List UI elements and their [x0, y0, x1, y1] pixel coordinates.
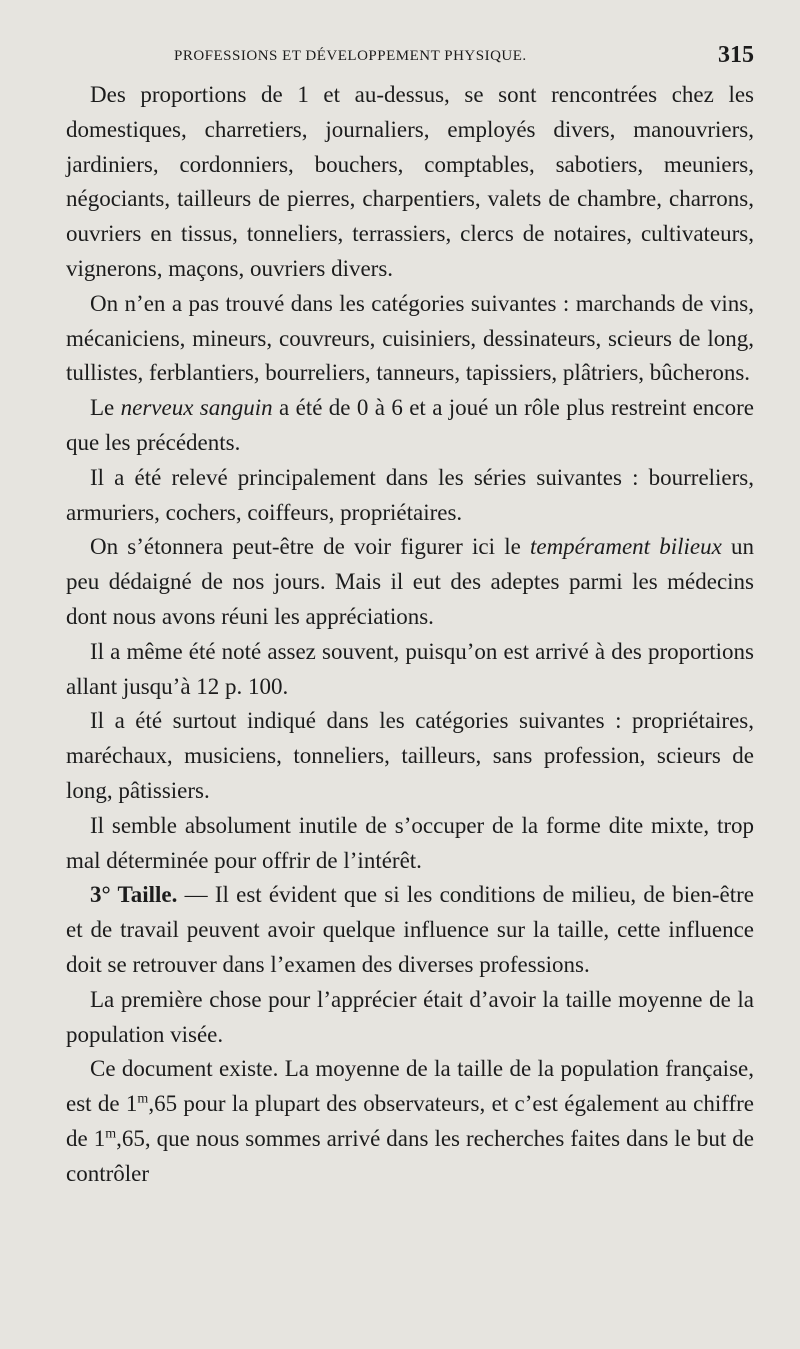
paragraph-9: [66, 878, 754, 982]
body-text: [66, 78, 754, 1192]
unit-superscript-1: m: [137, 1091, 149, 1107]
paragraph-9-text: — Il est évident que si les conditions de milieu, de bien-être et de travail peuvent avoir quelque influence sur la taille, cette influence doit se retrouver dans l’examen des diverses professions.: [66, 882, 754, 977]
paragraph-5-italic: tempérament bilieux: [529, 534, 722, 560]
paragraph-11-c: ,65, que nous sommes arrivé dans les recherches faites dans le but de contrôler: [66, 1125, 754, 1186]
running-head: PROFESSIONS ET DÉVELOPPEMENT PHYSIQUE.: [174, 48, 527, 64]
paragraph-3-after: a été de 0 à 6 et a joué un rôle plus restreint encore que les précédents.: [66, 395, 754, 455]
paragraph-5: [66, 530, 754, 634]
paragraph-3-italic: nerveux sanguin: [120, 395, 273, 421]
paragraph-6: Il a même été noté assez souvent, puisqu’on est arrivé à des proportions allant jusqu’à 12 p. 100.: [66, 638, 754, 699]
paragraph-4: Il a été relevé principalement dans les séries suivantes : bourreliers, armuriers, cochers, coiffeurs, propriétaires.: [66, 464, 754, 525]
paragraph-1: Des proportions de 1 et au-dessus, se sont rencontrées chez les domestiques, charretiers, journaliers, employés divers, manouvriers, jardiniers, cordonniers, bouchers, comptables, sabotiers, meuniers, négociants, tailleurs de pierres, charpentiers, valets de chambre, charrons, ouvriers en tissus, tonneliers, terrassiers, clercs de notaires, cultivateurs, vignerons, maçons, ouvriers divers.: [66, 82, 754, 281]
paragraph-10: La première chose pour l’apprécier était d’avoir la taille moyenne de la population visée.: [66, 986, 754, 1047]
paragraph-8: Il semble absolument inutile de s’occuper de la forme dite mixte, trop mal déterminée pour offrir de l’intérêt.: [66, 812, 754, 873]
paragraph-3-before: Le: [90, 395, 121, 421]
paragraph-3: [66, 391, 754, 461]
unit-superscript-2: m: [105, 1126, 117, 1142]
paragraph-2: On n’en a pas trouvé dans les catégories suivantes : marchands de vins, mécaniciens, mineurs, couvreurs, cuisiniers, dessinateurs, scieurs de long, tullistes, ferblantiers, bourreliers, tanneurs, tapissiers, plâtriers, bûcherons.: [66, 290, 754, 386]
paragraph-7: Il a été surtout indiqué dans les catégories suivantes : propriétaires, maréchaux, musiciens, tonneliers, tailleurs, sans profession, scieurs de long, pâtissiers.: [66, 708, 754, 803]
paragraph-11: [66, 1052, 754, 1191]
paragraph-11-b: ,65 pour la plupart des observateurs, et c’est également au chiffre de 1: [66, 1091, 754, 1151]
paragraph-11-a: Ce document existe. La moyenne de la taille de la population française, est de 1: [66, 1056, 754, 1117]
page-number: 315: [718, 42, 754, 68]
paragraph-5-before: On s’étonnera peut-être de voir figurer ici le: [90, 534, 530, 560]
section-title: 3° Taille.: [90, 882, 178, 908]
paragraph-5-after: un peu dédaigné de nos jours. Mais il eut des adeptes parmi les médecins dont nous avons réuni les appréciations.: [66, 534, 754, 629]
page-header: [66, 38, 754, 78]
